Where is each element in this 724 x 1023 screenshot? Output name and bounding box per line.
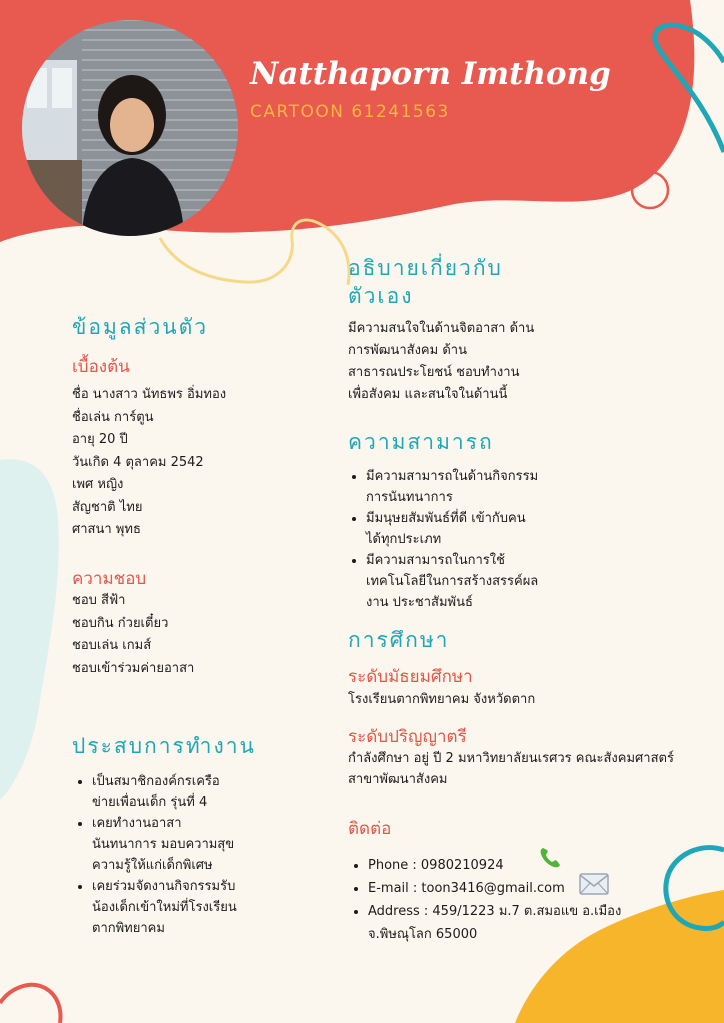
person-photo-icon — [22, 20, 238, 236]
basic-info-item: ชื่อ นางสาว นัทธพร อิ่มทอง — [72, 387, 227, 402]
personal-info-title: ข้อมูลส่วนตัว — [72, 315, 209, 339]
basic-info-item: สัญชาติ ไทย — [72, 499, 143, 515]
about-text — [348, 318, 534, 406]
full-name: Natthaporn Imthong — [250, 56, 611, 92]
basic-info-item: อายุ 20 ปี — [72, 432, 128, 447]
secondary-education-title: ระดับมัธยมศึกษา — [348, 667, 473, 687]
basic-info-list — [72, 384, 226, 542]
skills-item: • มีความสามารถในการใช้ เทคโนโลยีในการสร้างสรรค์ผล งาน ประชาสัมพันธ์ — [366, 550, 596, 613]
phone-icon — [537, 845, 563, 871]
experience-item: • เป็นสมาชิกองค์กรเครือ ข่ายเพื่อนเด็ก รุ่นที่ 4 — [92, 771, 307, 813]
experience-title: ประสบการทำงาน — [72, 734, 256, 758]
secondary-school: โรงเรียนตากพิทยาคม จังหวัดตาก — [348, 692, 536, 707]
likes-item: ชอบ สีฟ้า — [72, 593, 126, 608]
about-line: การพัฒนาสังคม ด้าน — [348, 343, 467, 358]
likes-list — [72, 590, 194, 680]
bachelor-line: กำลังศึกษา อยู่ ปี 2 มหาวิทยาลัยนเรศวร คณะสังคมศาสตร์ — [348, 751, 674, 766]
nickname-id: CARTOON 61241563 — [250, 102, 450, 122]
about-title: อธิบายเกี่ยวกับ ตัวเอง — [348, 256, 503, 308]
envelope-icon — [579, 873, 609, 895]
mint-blob — [0, 459, 59, 800]
education-title: การศึกษา — [348, 628, 450, 652]
skills-title: ความสามารถ — [348, 430, 494, 454]
contact-list — [350, 854, 698, 946]
bachelor-line: สาขาพัฒนาสังคม — [348, 772, 448, 787]
basic-info-item: ชื่อเล่น การ์ตูน — [72, 409, 154, 425]
skills-list — [348, 466, 596, 613]
skills-item: • มีความสามารถในด้านกิจกรรม การนันทนาการ — [366, 466, 596, 508]
contact-email[interactable]: • E-mail : toon3416@gmail.com — [368, 877, 698, 900]
basic-info-item: วันเกิด 4 ตุลาคม 2542 — [72, 454, 204, 470]
experience-item: • เคยร่วมจัดงานกิจกรรมรับ น้องเด็กเข้าใหม่ที่โรงเรียน ตากพิทยาคม — [92, 876, 307, 939]
experience-list — [74, 771, 307, 939]
likes-item: ชอบกิน ก๋วยเตี๋ยว — [72, 615, 169, 631]
skills-item: • มีมนุษยสัมพันธ์ที่ดี เข้ากับคน ได้ทุกประเภท — [366, 508, 596, 550]
contact-phone[interactable]: • Phone : 0980210924 — [368, 854, 698, 877]
bachelor-education-title: ระดับปริญญาตรี — [348, 727, 467, 747]
coral-arc-bottom — [0, 985, 60, 1023]
likes-item: ชอบเข้าร่วมค่ายอาสา — [72, 660, 195, 676]
experience-item: • เคยทำงานอาสา นันทนาการ มอบความสุข ความรู้ให้แก่เด็กพิเศษ — [92, 813, 307, 876]
contact-address: • Address : 459/1223 ม.7 ต.สมอแข อ.เมือง จ.พิษณุโลก 65000 — [368, 900, 698, 946]
basic-info-title: เบื้องต้น — [72, 357, 130, 377]
about-line: มีความสนใจในด้านจิตอาสา ด้าน — [348, 321, 535, 336]
bachelor-details — [348, 748, 674, 790]
likes-item: ชอบเล่น เกมส์ — [72, 638, 152, 653]
about-line: เพื่อสังคม และสนใจในด้านนี้ — [348, 387, 508, 402]
basic-info-item: เพศ หญิง — [72, 477, 124, 492]
contact-title: ติดต่อ — [348, 819, 392, 839]
likes-title: ความชอบ — [72, 569, 147, 589]
about-line: สาธารณประโยชน์ ชอบทำงาน — [348, 365, 520, 380]
basic-info-item: ศาสนา พุทธ — [72, 522, 141, 537]
profile-photo — [22, 20, 238, 236]
